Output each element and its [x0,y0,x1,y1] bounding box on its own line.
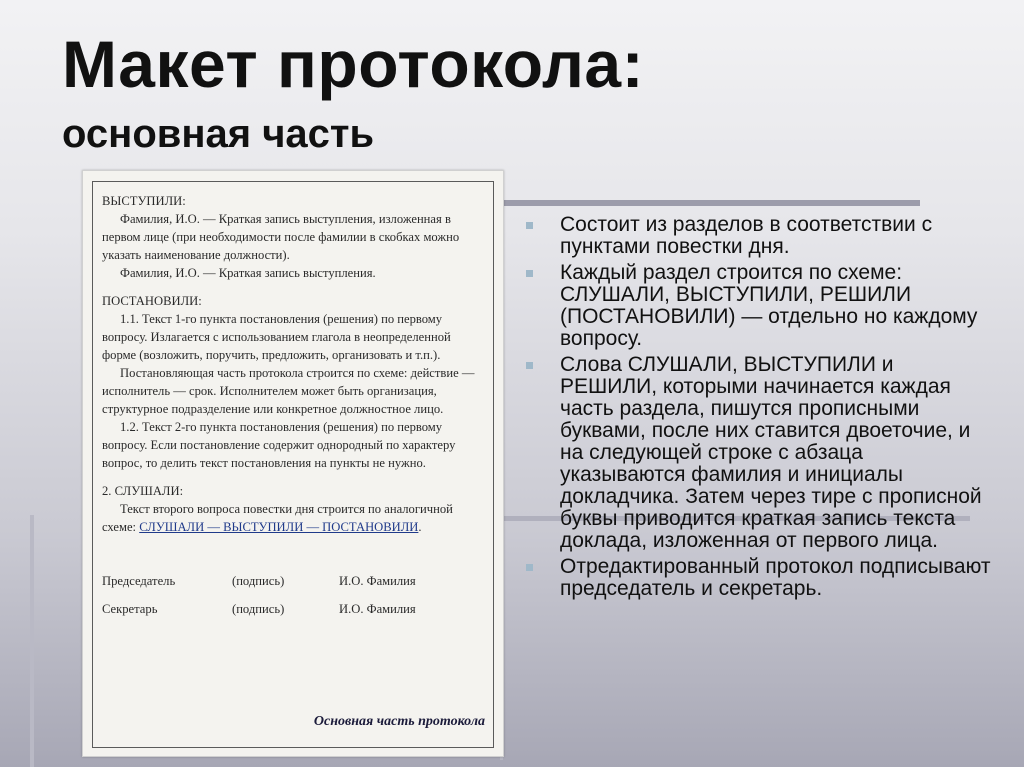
bullet-icon [526,270,533,277]
signature-placeholder: (подпись) [232,574,285,588]
paragraph-text: Текст второго вопроса повестки дня строится по аналогичной схеме: [102,502,453,534]
paragraph-end: . [418,520,422,534]
signature-name: И.О. Фамилия [339,602,416,616]
bullet-text: Слова СЛУШАЛИ, ВЫСТУПИЛИ и РЕШИЛИ, которыми начинается каждая часть раздела, пишутся прописными буквами, после них ставится двоеточие, и на следующей строке с абзаца указываются фамилия и инициалы докладчика. Затем через тире с прописной буквы приводится краткая запись текста доклада, изложенная от первого лица. [560,353,982,552]
document-paragraph [102,500,485,536]
bullet-list [522,214,992,604]
document-paragraph: Фамилия, И.О. — Краткая запись выступления. [120,266,376,280]
document-paragraph: 1.2. Текст 2-го пункта постановления (решения) по первому вопросу. Если постановление содержит однородный по характеру вопрос, то делить текст постановления на пункты не нужно. [102,420,456,470]
scheme-link: СЛУШАЛИ — ВЫСТУПИЛИ — ПОСТАНОВИЛИ [139,520,419,534]
signature-role: Секретарь [102,602,158,616]
signature-line-secretary [102,600,485,618]
signature-name: И.О. Фамилия [339,574,416,588]
document-frame [92,181,494,748]
protocol-document-image [82,170,504,757]
decorative-line [500,200,920,206]
document-paragraph: Постановляющая часть протокола строится по схеме: действие — исполнитель — срок. Исполнителем может быть организация, структурное подразделение или конкретное должностное лицо. [102,366,475,416]
bullet-item [522,556,992,600]
signature-line-chairman [102,572,485,590]
document-paragraph: 1.1. Текст 1-го пункта постановления (решения) по первому вопросу. Излагается с использованием глагола в неопределенной форме (возложить, поручить, предложить, организовать и т.п.). [102,312,451,362]
document-heading: ВЫСТУПИЛИ: [102,194,186,208]
decorative-line [30,515,34,767]
document-heading: 2. СЛУШАЛИ: [102,484,184,498]
signature-placeholder: (подпись) [232,602,285,616]
bullet-item [522,354,992,552]
bullet-icon [526,362,533,369]
bullet-text: Каждый раздел строится по схеме: СЛУШАЛИ, ВЫСТУПИЛИ, РЕШИЛИ (ПОСТАНОВИЛИ) — отдельно но каждому вопросу. [560,261,978,350]
bullet-item [522,262,992,350]
document-heading: ПОСТАНОВИЛИ: [102,294,202,308]
signature-role: Председатель [102,574,176,588]
bullet-text: Отредактированный протокол подписывают председатель и секретарь. [560,555,991,600]
slide-title: Макет протокола: [62,27,645,101]
slide-subtitle: основная часть [62,112,375,156]
bullet-icon [526,222,533,229]
bullet-text: Состоит из разделов в соответствии с пунктами повестки дня. [560,213,933,258]
bullet-item [522,214,992,258]
document-paragraph: Фамилия, И.О. — Краткая запись выступления, изложенная в первом лице (при необходимости после фамилии в скобках можно указать наименование должности). [102,212,460,262]
bullet-icon [526,564,533,571]
document-caption: Основная часть протокола [313,714,485,729]
